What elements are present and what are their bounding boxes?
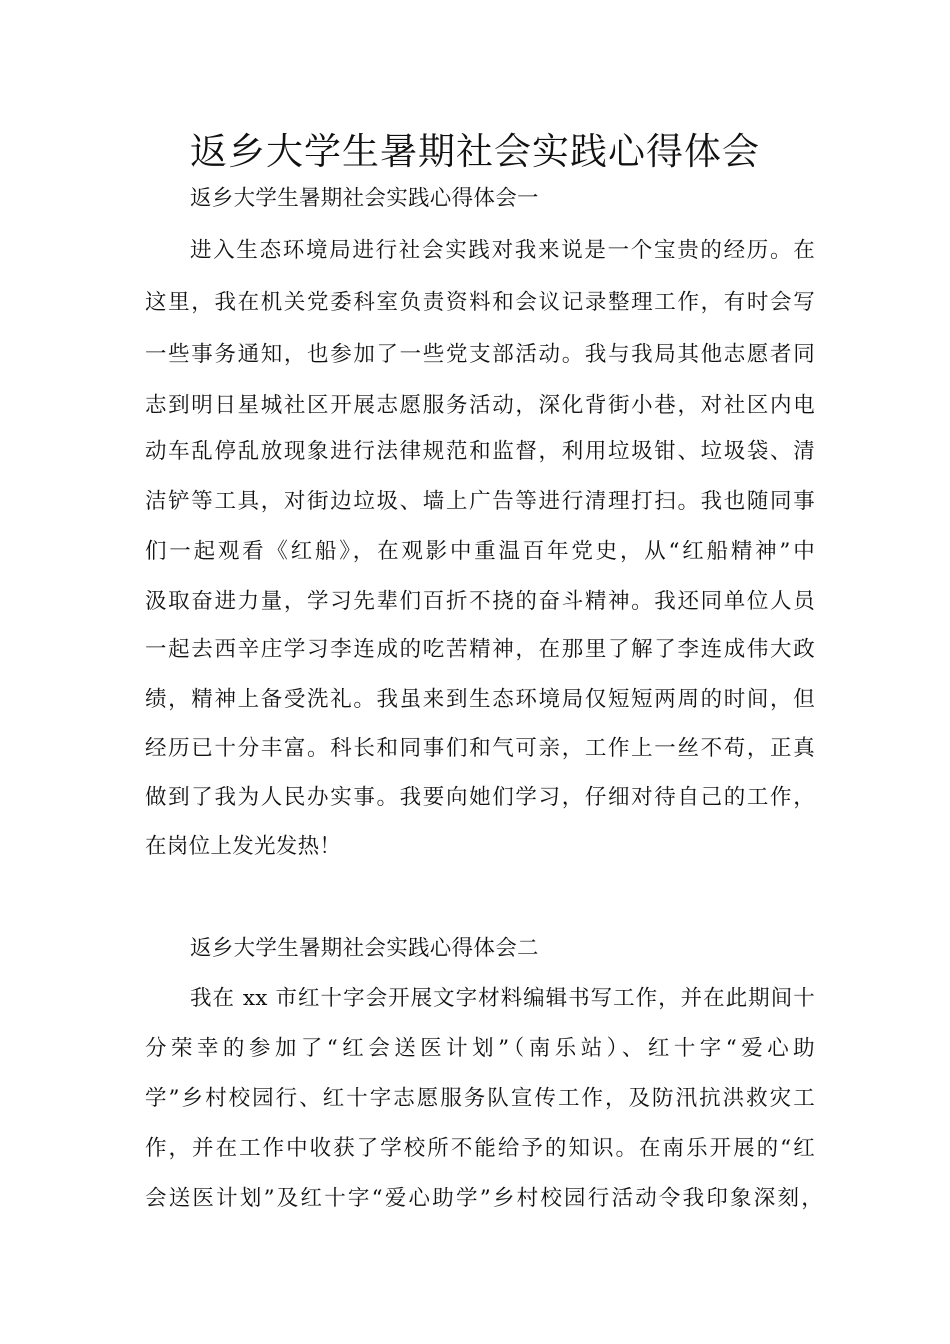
paragraph-line: 在岗位上发光发热！ xyxy=(145,834,342,859)
paragraph-line: 这里，我在机关党委科室负责资料和会议记录整理工作，有时会写 xyxy=(145,290,815,315)
paragraph-line: 学”乡村校园行、红十字志愿服务队宣传工作，及防汛抗洪救灾工 xyxy=(145,1086,815,1111)
section-heading-1: 返乡大学生暑期社会实践心得体会一 xyxy=(190,186,539,211)
paragraph-line: 汲取奋进力量，学习先辈们百折不挠的奋斗精神。我还同单位人员 xyxy=(145,589,815,614)
paragraph-line: 动车乱停乱放现象进行法律规范和监督，利用垃圾钳、垃圾袋、清 xyxy=(145,439,815,464)
paragraph-line: 洁铲等工具，对街边垃圾、墙上广告等进行清理打扫。我也随同事 xyxy=(145,489,815,514)
paragraph-line: 作，并在工作中收获了学校所不能给予的知识。在南乐开展的“红 xyxy=(145,1136,815,1161)
paragraph-line: 志到明日星城社区开展志愿服务活动，深化背街小巷，对社区内电 xyxy=(145,393,815,418)
paragraph-line: 做到了我为人民办实事。我要向她们学习，仔细对待自己的工作， xyxy=(145,785,815,810)
paragraph-line: 绩，精神上备受洗礼。我虽来到生态环境局仅短短两周的时间，但 xyxy=(145,687,815,712)
paragraph-line: 我在 xx 市红十字会开展文字材料编辑书写工作，并在此期间十 xyxy=(190,986,815,1011)
paragraph-line: 分荣幸的参加了“红会送医计划”（南乐站）、红十字“爱心助 xyxy=(145,1036,815,1061)
paragraph-line: 会送医计划”及红十字“爱心助学”乡村校园行活动令我印象深刻， xyxy=(145,1186,823,1211)
paragraph-line: 们一起观看《红船》，在观影中重温百年党史，从“红船精神”中 xyxy=(145,539,815,564)
paragraph-line: 进入生态环境局进行社会实践对我来说是一个宝贵的经历。在 xyxy=(190,238,815,263)
document-title: 返乡大学生暑期社会实践心得体会 xyxy=(190,130,760,173)
paragraph-line: 一起去西辛庄学习李连成的吃苦精神，在那里了解了李连成伟大政 xyxy=(145,637,815,662)
paragraph-line: 经历已十分丰富。科长和同事们和气可亲，工作上一丝不苟，正真 xyxy=(145,736,815,761)
paragraph-line: 一些事务通知，也参加了一些党支部活动。我与我局其他志愿者同 xyxy=(145,342,815,367)
section-heading-2: 返乡大学生暑期社会实践心得体会二 xyxy=(190,936,539,961)
